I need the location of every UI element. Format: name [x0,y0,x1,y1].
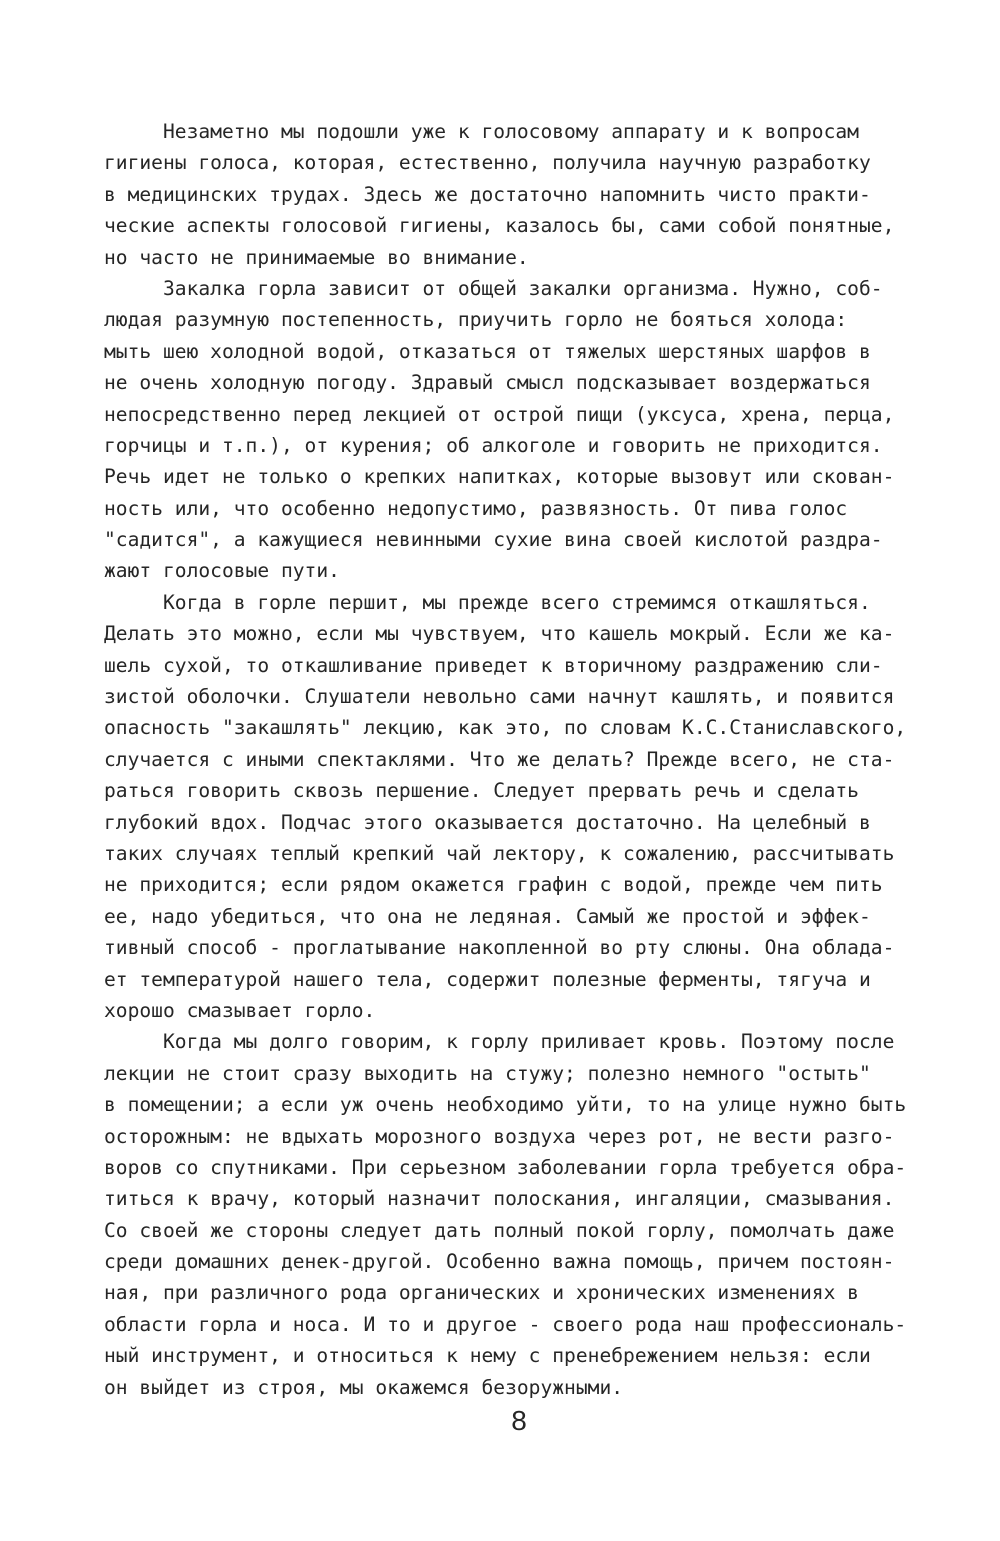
text-line: ческие аспекты голосовой гигиены, казалось бы, сами собой понятные, [104,214,895,238]
text-line: ный инструмент, и относиться к нему с пренебрежением нельзя: если [104,1344,871,1368]
text-line: ность или, что особенно недопустимо, развязность. От пива голос [104,496,848,520]
text-line: гигиены голоса, которая, естественно, получила научную разработку [104,151,871,175]
text-line: непосредственно перед лекцией от острой пищи (уксуса, хрена, перца, [104,402,895,426]
text-line: не приходится; если рядом окажется графин с водой, прежде чем пить [104,873,883,897]
text-line: шель сухой, то откашливание приведет к вторичному раздражению сли- [104,653,883,677]
text-line: раться говорить сквозь першение. Следует прервать речь и сделать [104,779,859,803]
text-line: таких случаях теплый крепкий чай лектору, к сожалению, рассчитывать [104,841,895,865]
text-line: мыть шею холодной водой, отказаться от тяжелых шерстяных шарфов в [104,339,871,363]
text-line: в медицинских трудах. Здесь же достаточно напомнить чисто практи- [104,182,871,206]
text-line: глубокий вдох. Подчас этого оказывается достаточно. На целебный в [104,810,871,834]
body-text [104,116,944,1403]
text-line: ет температурой нашего тела, содержит полезные ферменты, тягуча и [104,967,871,991]
text-line: ная, при различного рода органических и хронических изменениях в [104,1281,859,1305]
text-line: Когда мы долго говорим, к горлу приливает кровь. Поэтому после [104,1030,895,1054]
text-line: случается с иными спектаклями. Что же делать? Прежде всего, не ста- [104,747,895,771]
text-line: ее, надо убедиться, что она не ледяная. Самый же простой и эффек- [104,904,871,928]
text-line: Закалка горла зависит от общей закалки организма. Нужно, соб- [104,276,883,300]
text-line: зистой оболочки. Слушатели невольно сами начнут кашлять, и появится [104,685,895,709]
text-line: но часто не принимаемые во внимание. [104,245,529,269]
text-line: "садится", а кажущиеся невинными сухие вина своей кислотой раздра- [104,528,883,552]
text-line: в помещении; а если уж очень необходимо уйти, то на улице нужно быть [104,1093,907,1117]
text-line: воров со спутниками. При серьезном заболевании горла требуется обра- [104,1155,907,1179]
text-line: хорошо смазывает горло. [104,998,376,1022]
text-line: среди домашних денек-другой. Особенно важна помощь, причем постоян- [104,1250,895,1274]
text-line: он выйдет из строя, мы окажемся безоружными. [104,1375,624,1399]
text-line: жают голосовые пути. [104,559,340,583]
text-line: Когда в горле першит, мы прежде всего стремимся откашляться. [104,590,871,614]
text-line: тивный способ - проглатывание накопленной во рту слюны. Она облада- [104,936,895,960]
text-line: титься к врачу, который назначит полоскания, ингаляции, смазывания. [104,1187,895,1211]
text-line: Со своей же стороны следует дать полный покой горлу, помолчать даже [104,1218,895,1242]
text-line: не очень холодную погоду. Здравый смысл подсказывает воздержаться [104,371,871,395]
page-number: 8 [511,1405,527,1436]
text-line: людая разумную постепенность, приучить горло не бояться холода: [104,308,848,332]
text-line: Незаметно мы подошли уже к голосовому аппарату и к вопросам [104,120,859,143]
text-line: опасность "закашлять" лекцию, как это, по словам К.С.Станиславского, [104,716,907,740]
text-line: Делать это можно, если мы чувствуем, что кашель мокрый. Если же ка- [104,622,895,646]
text-line: лекции не стоит сразу выходить на стужу; полезно немного "остыть" [104,1061,871,1085]
text-line: области горла и носа. И то и другое - своего рода наш профессиональ- [104,1312,907,1336]
text-line: горчицы и т.п.), от курения; об алкоголе и говорить не приходится. [104,433,883,457]
text-line: осторожным: не вдыхать морозного воздуха через рот, не вести разго- [104,1124,895,1148]
text-line: Речь идет не только о крепких напитках, которые вызовут или скован- [104,465,895,489]
